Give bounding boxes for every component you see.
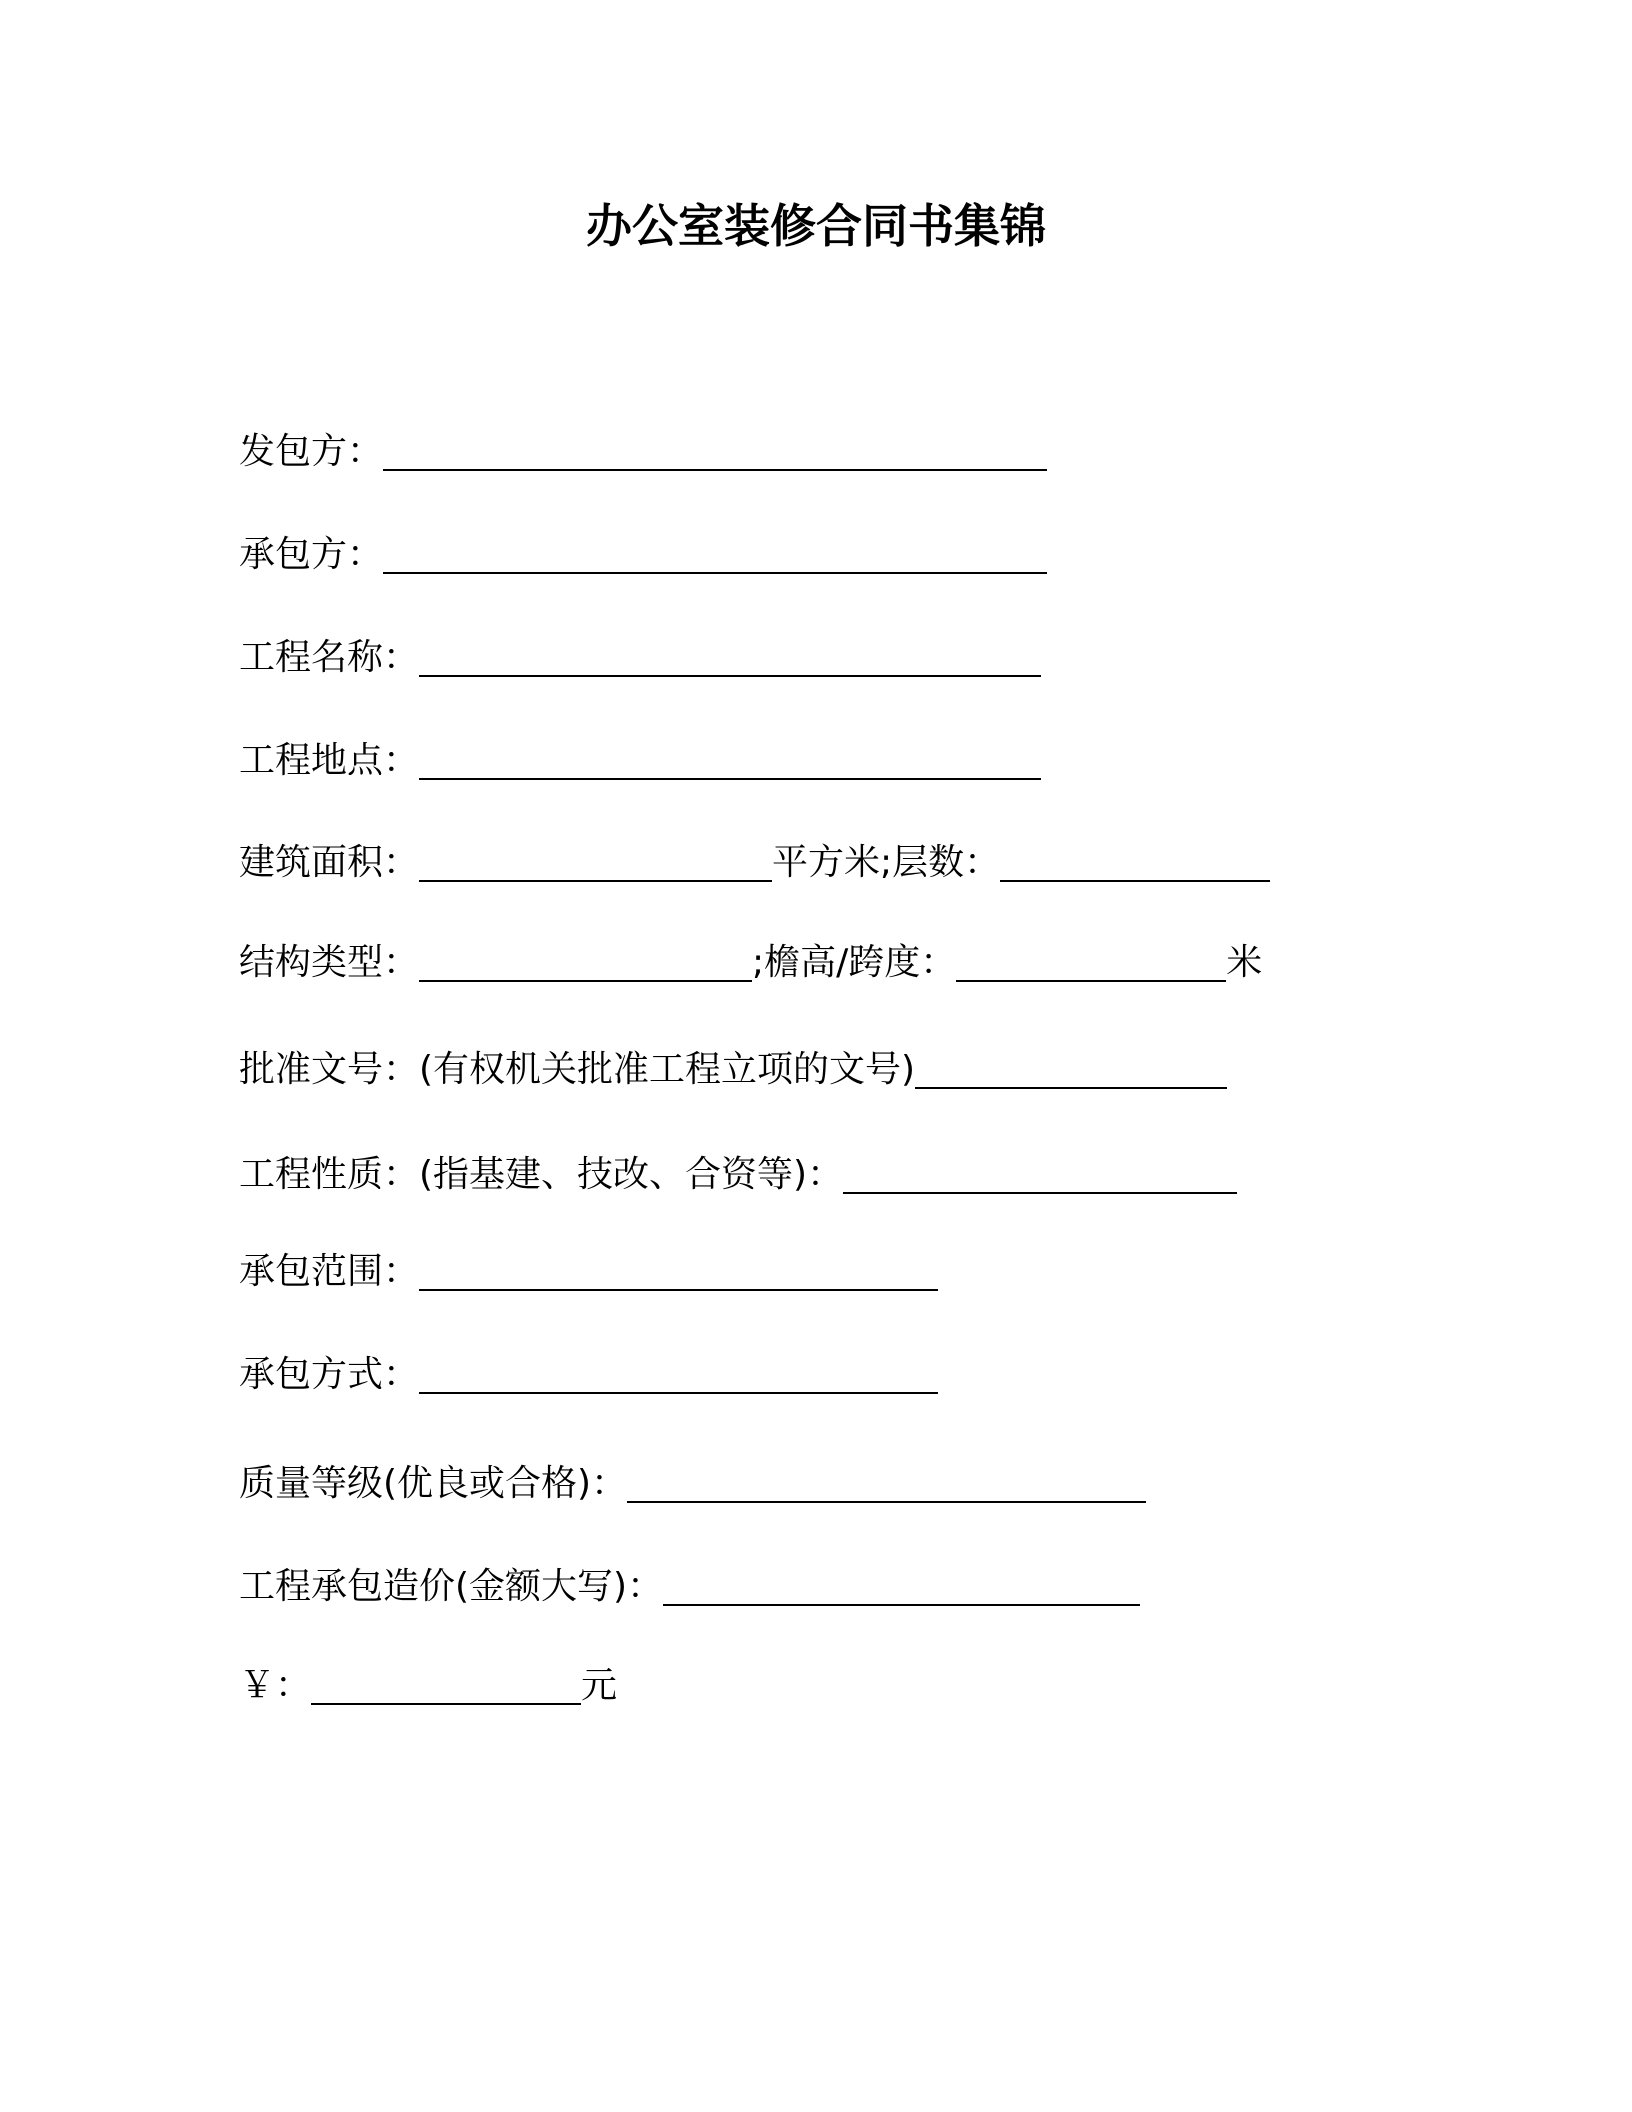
contract-method-label: 承包方式： [239,1354,420,1395]
price-figure-unit: 元 [581,1665,618,1706]
contract-price-line [239,1562,1140,1612]
approval-number-blank[interactable] [915,1051,1227,1089]
contract-scope-blank[interactable] [419,1253,938,1291]
project-location-label: 工程地点： [239,740,420,781]
contract-scope-label: 承包范围： [239,1251,420,1292]
project-nature-label: 工程性质：(指基建、技改、合资等)： [239,1154,844,1195]
contract-method-blank[interactable] [419,1356,938,1394]
employer-blank[interactable] [383,433,1047,471]
structure-type-label: 结构类型： [239,942,420,983]
project-name-label: 工程名称： [239,637,420,678]
eave-height-blank[interactable] [956,944,1226,982]
floor-area-blank[interactable] [419,844,772,882]
contract-price-blank[interactable] [663,1568,1140,1606]
project-name-line [239,633,1041,683]
floor-area-label: 建筑面积： [239,842,420,883]
floor-count-blank[interactable] [1000,844,1270,882]
approval-number-label: 批准文号：(有权机关批准工程立项的文号) [239,1049,916,1090]
contractor-blank[interactable] [383,536,1047,574]
quality-grade-label: 质量等级(优良或合格)： [239,1463,628,1504]
project-location-blank[interactable] [419,742,1041,780]
document-title: 办公室装修合同书集锦 [586,199,1046,253]
price-figure-line [239,1661,617,1711]
structure-type-blank[interactable] [419,944,752,982]
project-name-blank[interactable] [419,639,1041,677]
quality-grade-blank[interactable] [627,1465,1146,1503]
price-figure-blank[interactable] [311,1667,581,1705]
approval-number-line [239,1045,1227,1095]
project-nature-line [239,1150,1237,1200]
contractor-label: 承包方： [239,534,384,575]
contract-scope-line [239,1247,938,1297]
eave-height-label: ;檐高/跨度： [752,942,957,983]
employer-line [239,427,1047,477]
contractor-line [239,530,1047,580]
floor-area-unit: 平方米;层数： [772,842,1001,883]
floor-area-line [239,838,1270,888]
project-location-line [239,736,1041,786]
quality-grade-line [239,1459,1146,1509]
price-figure-label: ￥： [239,1665,312,1706]
contract-price-label: 工程承包造价(金额大写)： [239,1566,664,1607]
eave-height-unit: 米 [1226,942,1263,983]
project-nature-blank[interactable] [843,1156,1237,1194]
employer-label: 发包方： [239,431,384,472]
contract-method-line [239,1350,938,1400]
structure-type-line [239,938,1262,988]
